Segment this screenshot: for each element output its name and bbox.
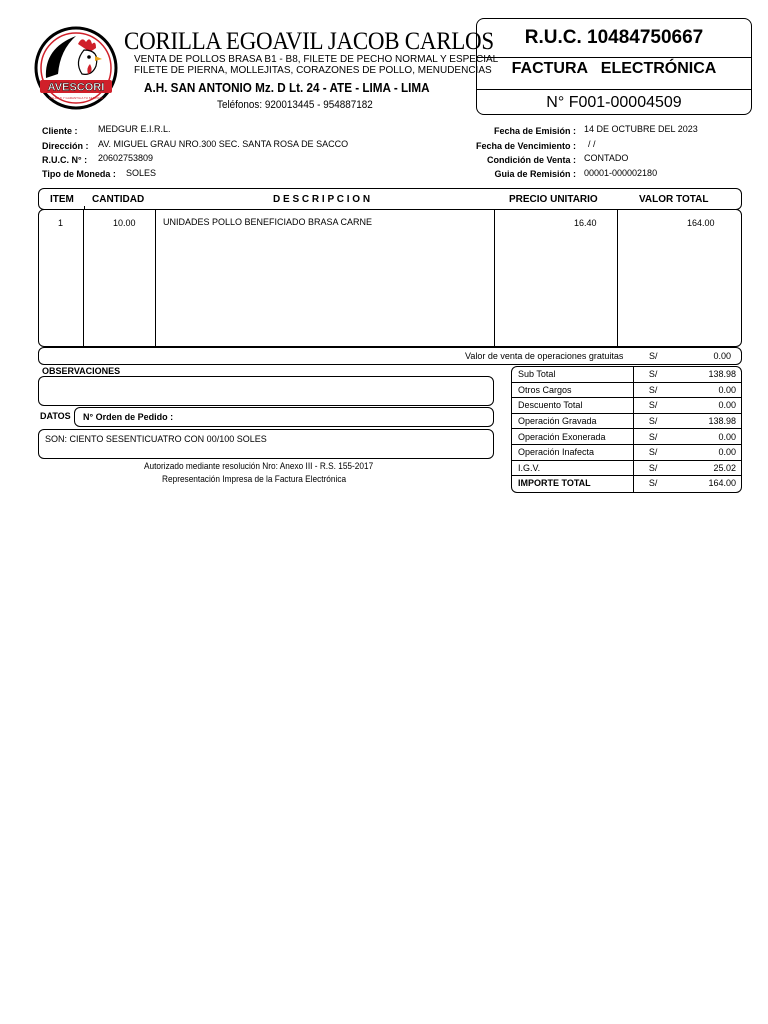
gratuitas-value: 0.00 [713, 351, 731, 361]
direccion-label: Dirección : [42, 141, 89, 151]
company-name: CORILLA EGOAVIL JACOB CARLOS [124, 28, 494, 55]
totals-value: 138.98 [705, 367, 741, 382]
doc-number: N° F001-00004509 [546, 94, 682, 111]
totals-value: 0.00 [705, 429, 741, 445]
totals-label: Otros Cargos [512, 382, 631, 398]
son-text: SON: CIENTO SESENTICUATRO CON 00/100 SOLES [45, 434, 267, 444]
totals-row [512, 429, 741, 445]
totals-currency: S/ [631, 444, 706, 460]
row-cantidad: 10.00 [113, 218, 136, 228]
totals-currency: S/ [648, 478, 658, 489]
totals-currency: S/ [631, 398, 706, 414]
row-precio: 16.40 [574, 218, 597, 228]
condicion-label: Condición de Venta : [486, 155, 576, 165]
son-box [38, 429, 494, 459]
moneda-label: Tipo de Moneda : [42, 169, 116, 179]
rooster-logo-icon [34, 26, 118, 110]
direccion-value: AV. MIGUEL GRAU NRO.300 SEC. SANTA ROSA DE SACCO [98, 139, 349, 149]
company-phones: Teléfonos: 920013445 - 954887182 [217, 99, 373, 111]
table-header [38, 188, 742, 210]
cliente-value: MEDGUR E.I.R.L. [98, 124, 171, 134]
totals-label: Sub Total [512, 367, 631, 382]
remision-label: Guia de Remisión : [494, 169, 576, 179]
totals-currency: S/ [631, 382, 706, 398]
gratuitas-currency: S/ [649, 351, 658, 361]
totals-row [512, 444, 741, 460]
doc-ruc: R.U.C. 10484750667 [524, 27, 704, 48]
totals-label: Descuento Total [512, 398, 631, 414]
row-descripcion: UNIDADES POLLO BENEFICIADO BRASA CARNE [163, 217, 373, 227]
gratuitas-bar [38, 347, 742, 365]
totals-row [512, 413, 741, 429]
logo-tagline: CALIDAD Y GARANTIA A TU SERVICIO [48, 96, 104, 100]
header-cantidad: CANTIDAD [92, 194, 145, 205]
totals-value: 0.00 [705, 444, 741, 460]
totals-currency: S/ [631, 413, 706, 429]
totals-value: 138.98 [705, 413, 741, 429]
gratuitas-label: Valor de venta de operaciones gratuitas [465, 351, 624, 361]
totals-value: 25.02 [705, 460, 741, 476]
ruc-box [476, 18, 752, 115]
totals-value: 164.00 [708, 478, 736, 489]
totals-row [512, 460, 741, 476]
totals-label: Operación Gravada [512, 413, 631, 429]
company-address: A.H. SAN ANTONIO Mz. D Lt. 24 - ATE - LIMA - LIMA [144, 80, 430, 95]
header-precio: PRECIO UNITARIO [509, 194, 598, 205]
ruc-label: R.U.C. N° : [42, 155, 88, 165]
condicion-value: CONTADO [584, 153, 629, 163]
footer-line-2: Representación Impresa de la Factura Electrónica [162, 474, 347, 484]
ruc-value: 20602753809 [98, 153, 154, 163]
totals-label: Operación Inafecta [512, 444, 631, 460]
totals-row [512, 382, 741, 398]
orden-box [74, 407, 494, 427]
orden-label: N° Orden de Pedido : [83, 412, 174, 422]
footer-line-1: Autorizado mediante resolución Nro: Anexo III - R.S. 155-2017 [144, 461, 374, 471]
totals-table [512, 367, 741, 491]
header-item: ITEM [50, 194, 74, 205]
totals-currency: S/ [631, 429, 706, 445]
moneda-value: SOLES [126, 168, 157, 178]
totals-row [512, 367, 741, 382]
row-total: 164.00 [687, 218, 715, 228]
header-total: VALOR TOTAL [639, 194, 709, 205]
emision-label: Fecha de Emisión : [493, 126, 576, 136]
company-logo [34, 26, 118, 110]
totals-label: I.G.V. [512, 460, 631, 476]
activity-line-2: FILETE DE PIERNA, MOLLEJITAS, CORAZONES DE POLLO, MENUDENCIAS [134, 65, 492, 76]
logo-brand: AVESCORI [47, 81, 105, 94]
observaciones-label: OBSERVACIONES [42, 366, 121, 376]
totals-label: IMPORTE TOTAL [518, 478, 591, 489]
vencimiento-label: Fecha de Vencimiento : [475, 141, 576, 151]
row-item: 1 [58, 218, 64, 228]
datos-label: DATOS [40, 411, 71, 421]
totals-value: 0.00 [705, 382, 741, 398]
totals-currency: S/ [631, 460, 706, 476]
totals-value: 0.00 [705, 398, 741, 414]
cliente-label: Cliente : [42, 126, 78, 136]
totals-label: Operación Exonerada [512, 429, 631, 445]
table-body [38, 209, 742, 347]
emision-value: 14 DE OCTUBRE DEL 2023 [584, 124, 698, 134]
totals-currency: S/ [631, 367, 706, 382]
vencimiento-value: / / [588, 139, 596, 149]
remision-value: 00001-000002180 [584, 168, 658, 178]
totals-row [512, 476, 741, 491]
activity-line-1: VENTA DE POLLOS BRASA B1 - B8, FILETE DE PECHO NORMAL Y ESPECIAL [134, 54, 499, 65]
doc-type: FACTURA ELECTRÓNICA [511, 60, 717, 77]
totals-row [512, 398, 741, 414]
header-descripcion: D E S C R I P C I O N [273, 194, 371, 205]
totals-box [511, 366, 742, 493]
observaciones-box [38, 376, 494, 406]
